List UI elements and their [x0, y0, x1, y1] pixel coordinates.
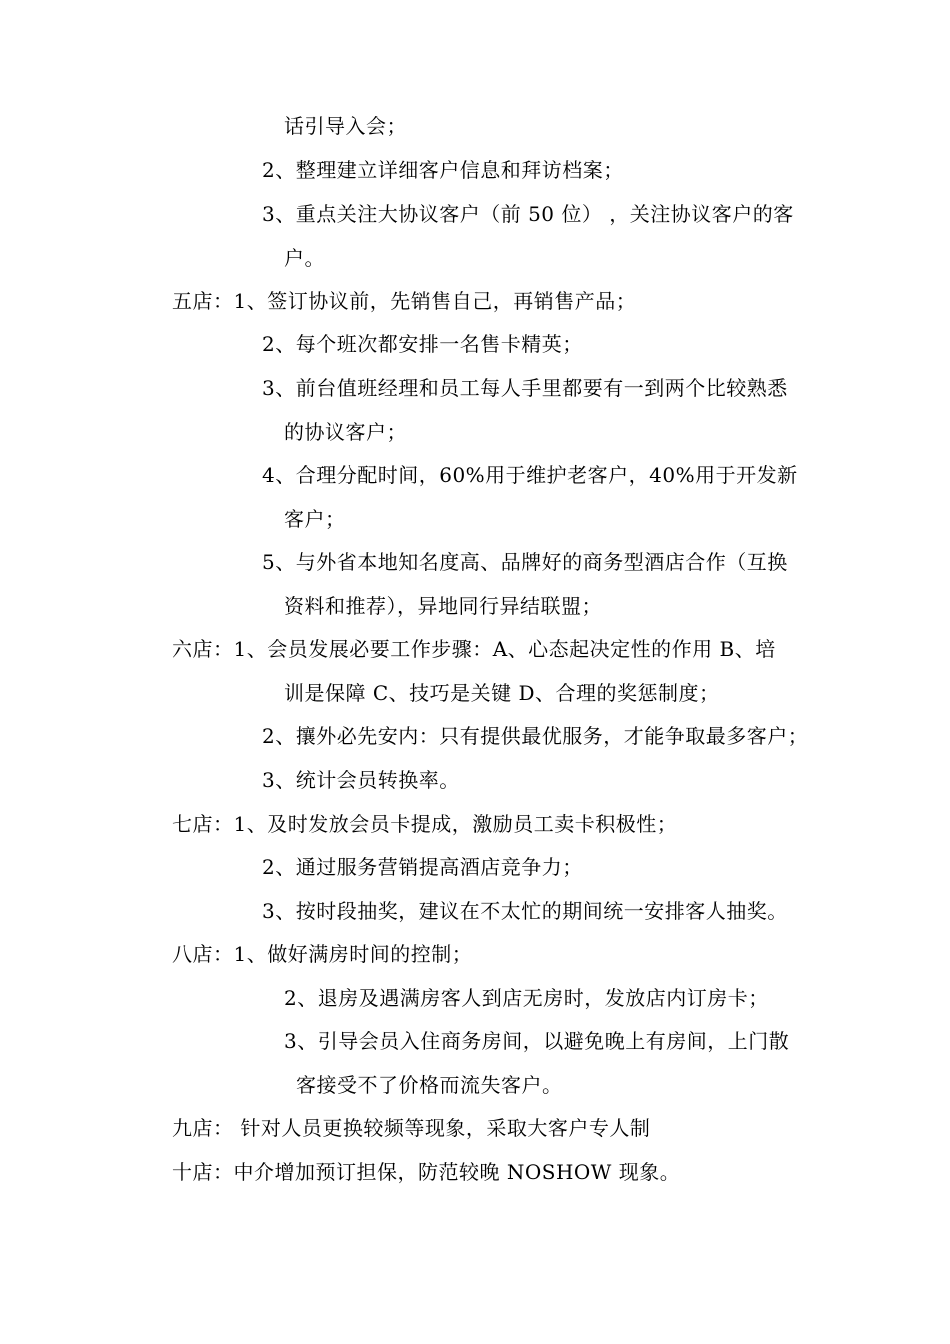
text-line: 4、合理分配时间，60%用于维护老客户，40%用于开发新 — [262, 463, 798, 487]
text-line: 六店：1、会员发展必要工作步骤：A、心态起决定性的作用 B、培 — [172, 637, 776, 661]
text-line: 客户； — [284, 507, 346, 531]
text-line: 户。 — [284, 246, 325, 270]
text-line: 5、与外省本地知名度高、品牌好的商务型酒店合作（互换 — [262, 550, 788, 574]
text-line: 2、每个班次都安排一名售卡精英； — [262, 332, 583, 356]
text-line: 2、整理建立详细客户信息和拜访档案； — [262, 158, 624, 182]
text-line: 2、退房及遇满房客人到店无房时，发放店内订房卡； — [284, 986, 769, 1010]
text-line: 资料和推荐），异地同行异结联盟； — [284, 594, 602, 618]
text-line: 九店： 针对人员更换较频等现象，采取大客户专人制 — [172, 1116, 651, 1140]
text-line: 客接受不了价格而流失客户。 — [296, 1073, 563, 1097]
text-line: 十店：中介增加预订担保，防范较晚 NOSHOW 现象。 — [172, 1160, 681, 1184]
text-line: 八店：1、做好满房时间的控制； — [172, 942, 473, 966]
text-line: 训是保障 C、技巧是关键 D、合理的奖惩制度； — [284, 681, 720, 705]
text-line: 3、前台值班经理和员工每人手里都要有一到两个比较熟悉 — [262, 376, 788, 400]
text-line: 3、重点关注大协议客户（前 50 位） ，关注协议客户的客 — [262, 202, 794, 226]
text-line: 七店：1、及时发放会员卡提成，激励员工卖卡积极性； — [172, 812, 678, 836]
text-line: 3、统计会员转换率。 — [262, 768, 460, 792]
text-line: 的协议客户； — [284, 420, 407, 444]
text-line: 3、按时段抽奖，建议在不太忙的期间统一安排客人抽奖。 — [262, 899, 788, 923]
text-line: 话引导入会； — [284, 114, 407, 138]
text-line: 3、引导会员入住商务房间，以避免晚上有房间，上门散 — [284, 1029, 790, 1053]
text-line: 2、通过服务营销提高酒店竞争力； — [262, 855, 583, 879]
text-line: 五店：1、签订协议前，先销售自己，再销售产品； — [172, 289, 637, 313]
text-line: 2、攘外必先安内：只有提供最优服务，才能争取最多客户； — [262, 724, 809, 748]
